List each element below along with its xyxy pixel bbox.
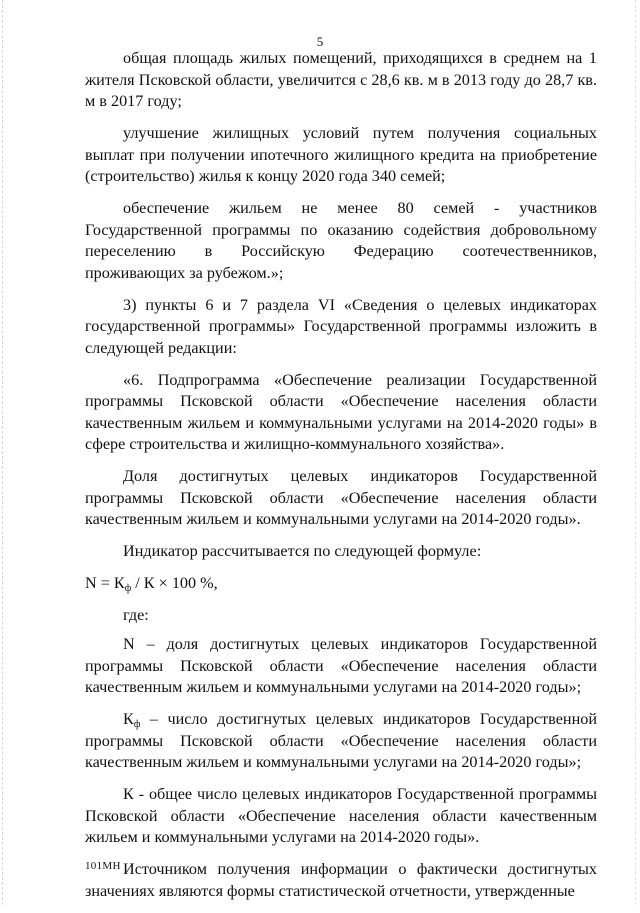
where-label: где: xyxy=(123,605,149,624)
page-number: 5 xyxy=(316,34,324,49)
formula-subscript: ф xyxy=(124,583,132,594)
footer-document-code: 101МН xyxy=(85,860,121,872)
page-edge-left xyxy=(2,0,4,905)
paragraph-formula-intro: Индикатор рассчитывается по следующей формуле: xyxy=(123,542,482,560)
formula-rhs: / К × 100 %, xyxy=(131,574,218,592)
document-body xyxy=(85,48,597,913)
paragraph-info-source: Источником получения информации о фактически достигнутых значениях являются формы статистической отчетности, утвержденные xyxy=(85,860,597,900)
formula-lhs: N = К xyxy=(85,574,125,592)
definition-n: N – доля достигнутых целевых индикаторов Государственной программы Псковской области «Обеспечение населения области качественным жильем и коммунальными услугами на 2014-2020 годы»; xyxy=(85,635,597,696)
paragraph-indicator-share: Доля достигнутых целевых индикаторов Государственной программы Псковской области «Обеспечение населения области качественным жильем и коммунальными услугами на 2014-2020 годы». xyxy=(85,467,597,528)
page-edge-right xyxy=(635,0,637,905)
paragraph-housing-improvement: улучшение жилищных условий путем получения социальных выплат при получении ипотечного жилищного кредита на приобретение (строительство) жилья к концу 2020 года 340 семей; xyxy=(85,124,597,185)
paragraph-subprogram-6: «6. Подпрограмма «Обеспечение реализации Государственной программы Псковской области «Обеспечение населения области качественным жильем и коммунальными услугами на 2014-2020 годы» в сфере строительства и жилищно-коммунального хозяйства». xyxy=(85,370,597,453)
definition-kf-text: – число достигнутых целевых индикаторов Государственной программы Псковской области «Обеспечение населения области качественным жильем и коммунальными услугами на 2014-2020 годы»; xyxy=(85,710,597,771)
definition-kf xyxy=(85,709,597,774)
definition-kf-symbol: К xyxy=(123,710,134,728)
definition-kf-subscript: ф xyxy=(133,719,141,730)
definition-k: К - общее число целевых индикаторов Государственной программы Псковской области «Обеспечение населения области качественным жильем и коммунальными услугами на 2014-2020 годы». xyxy=(85,785,597,846)
paragraph-compatriots-housing: обеспечение жильем не менее 80 семей - участников Государственной программы по оказанию содействия добровольному переселению в Российскую Федерацию соотечественников, проживающих за рубежом.»; xyxy=(85,199,597,282)
paragraph-living-area: общая площадь жилых помещений, приходящихся в среднем на 1 жителя Псковской области, увеличится с 28,6 кв. м в 2013 году до 28,7 кв. м в 2017 году; xyxy=(85,49,597,110)
paragraph-section-amendment: 3) пункты 6 и 7 раздела VI «Сведения о целевых индикаторах государственной программы» Государственной программы изложить в следующей редакции: xyxy=(85,295,597,357)
formula xyxy=(85,573,597,595)
